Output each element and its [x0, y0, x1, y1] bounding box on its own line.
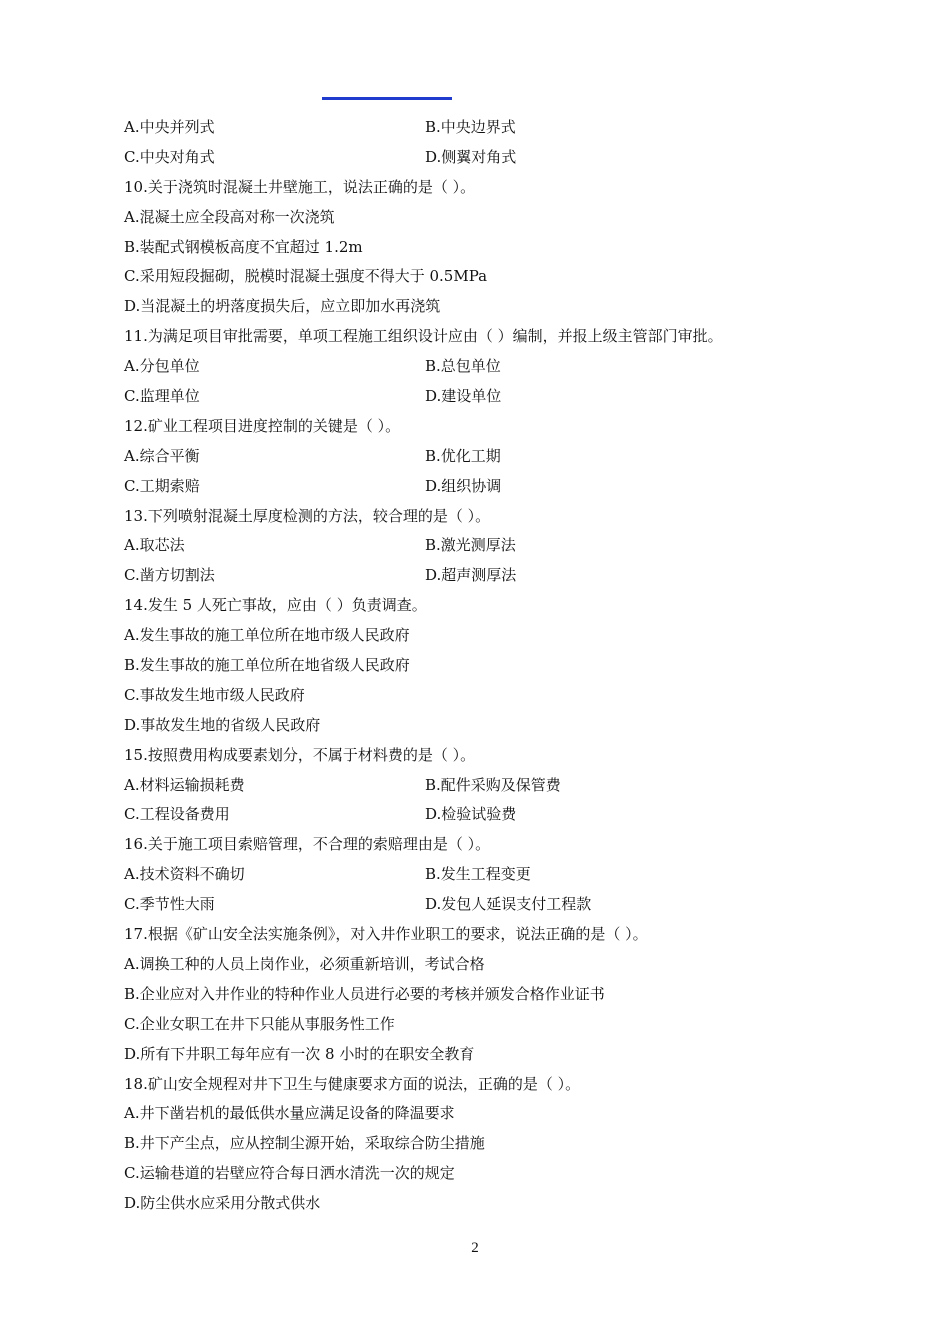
q15-options-row-1 — [124, 771, 824, 801]
q11-option-d: D.建设单位 — [425, 387, 502, 406]
q13-option-c: C.凿方切割法 — [124, 566, 215, 585]
q12-option-b: B.优化工期 — [425, 446, 501, 465]
q15-option-d: D.检验试验费 — [425, 805, 517, 824]
q10-option-d: D.当混凝土的坍落度损失后，应立即加水再浇筑 — [124, 297, 441, 316]
q15-option-c: C.工程设备费用 — [124, 805, 230, 824]
q10-option-a: A.混凝土应全段高对称一次浇筑 — [124, 207, 335, 226]
q16-option-b: B.发生工程变更 — [425, 865, 531, 884]
q15-options-row-2 — [124, 800, 824, 830]
exam-content — [124, 113, 824, 1219]
q11-options-row-1 — [124, 352, 824, 382]
q15-option-a: A.材料运输损耗费 — [124, 775, 245, 794]
q17-stem: 17.根据《矿山安全法实施条例》，对入井作业职工的要求，说法正确的是（ ）。 — [124, 925, 648, 944]
q11-option-c: C.监理单位 — [124, 387, 200, 406]
q13-options-row-1 — [124, 531, 824, 561]
q12-option-d: D.组织协调 — [425, 476, 502, 495]
q16-option-d: D.发包人延误支付工程款 — [425, 895, 592, 914]
q18-option-d: D.防尘供水应采用分散式供水 — [124, 1194, 321, 1213]
q9-options-row-1 — [124, 113, 824, 143]
q13-option-a: A.取芯法 — [124, 536, 185, 555]
q11-option-a: A.分包单位 — [124, 357, 200, 376]
q9-option-c: C.中央对角式 — [124, 147, 215, 166]
q9-option-d: D.侧翼对角式 — [425, 147, 517, 166]
q16-options-row-2 — [124, 890, 824, 920]
q11-option-b: B.总包单位 — [425, 357, 501, 376]
q10-stem: 10.关于浇筑时混凝土井壁施工，说法正确的是（ ）。 — [124, 177, 476, 196]
q17-option-c: C.企业女职工在井下只能从事服务性工作 — [124, 1014, 395, 1033]
q12-options-row-2 — [124, 472, 824, 502]
q18-stem: 18.矿山安全规程对井下卫生与健康要求方面的说法，正确的是（ ）。 — [124, 1074, 581, 1093]
q17-option-a: A.调换工种的人员上岗作业，必须重新培训，考试合格 — [124, 954, 485, 973]
q13-option-b: B.激光测厚法 — [425, 536, 516, 555]
q11-options-row-2 — [124, 382, 824, 412]
header-rule — [322, 97, 452, 100]
q12-option-a: A.综合平衡 — [124, 446, 200, 465]
q17-option-b: B.企业应对入井作业的特种作业人员进行必要的考核并颁发合格作业证书 — [124, 984, 605, 1003]
q14-option-c: C.事故发生地市级人民政府 — [124, 685, 305, 704]
q18-option-b: B.井下产尘点，应从控制尘源开始，采取综合防尘措施 — [124, 1134, 485, 1153]
q18-option-a: A.井下凿岩机的最低供水量应满足设备的降温要求 — [124, 1104, 455, 1123]
q14-stem: 14.发生 5 人死亡事故，应由（ ）负责调查。 — [124, 596, 427, 615]
q12-stem: 12.矿业工程项目进度控制的关键是（ ）。 — [124, 416, 401, 435]
q12-option-c: C.工期索赔 — [124, 476, 200, 495]
q17-option-d: D.所有下井职工每年应有一次 8 小时的在职安全教育 — [124, 1044, 475, 1063]
q13-options-row-2 — [124, 561, 824, 591]
q15-stem: 15.按照费用构成要素划分，不属于材料费的是（ ）。 — [124, 745, 476, 764]
q14-option-a: A.发生事故的施工单位所在地市级人民政府 — [124, 626, 410, 645]
q14-option-d: D.事故发生地的省级人民政府 — [124, 715, 321, 734]
q16-option-a: A.技术资料不确切 — [124, 865, 245, 884]
q18-option-c: C.运输巷道的岩壁应符合每日洒水清洗一次的规定 — [124, 1164, 455, 1183]
q15-option-b: B.配件采购及保管费 — [425, 775, 561, 794]
q10-option-b: B.装配式钢模板高度不宜超过 1.2m — [124, 237, 363, 256]
q9-option-b: B.中央边界式 — [425, 118, 516, 136]
q13-option-d: D.超声测厚法 — [425, 566, 517, 585]
q9-options-row-2 — [124, 143, 824, 173]
q16-options-row-1 — [124, 860, 824, 890]
q11-stem: 11.为满足项目审批需要，单项工程施工组织设计应由（ ）编制，并报上级主管部门审批。 — [124, 327, 723, 346]
page-number: 2 — [471, 1240, 479, 1256]
q14-option-b: B.发生事故的施工单位所在地省级人民政府 — [124, 656, 410, 675]
q13-stem: 13.下列喷射混凝土厚度检测的方法，较合理的是（ ）。 — [124, 506, 491, 525]
q10-option-c: C.采用短段掘砌，脱模时混凝土强度不得大于 0.5MPa — [124, 267, 488, 286]
q12-options-row-1 — [124, 442, 824, 472]
q9-option-a: A.中央并列式 — [124, 118, 215, 136]
q16-stem: 16.关于施工项目索赔管理，不合理的索赔理由是（ ）。 — [124, 835, 491, 854]
q16-option-c: C.季节性大雨 — [124, 895, 215, 914]
